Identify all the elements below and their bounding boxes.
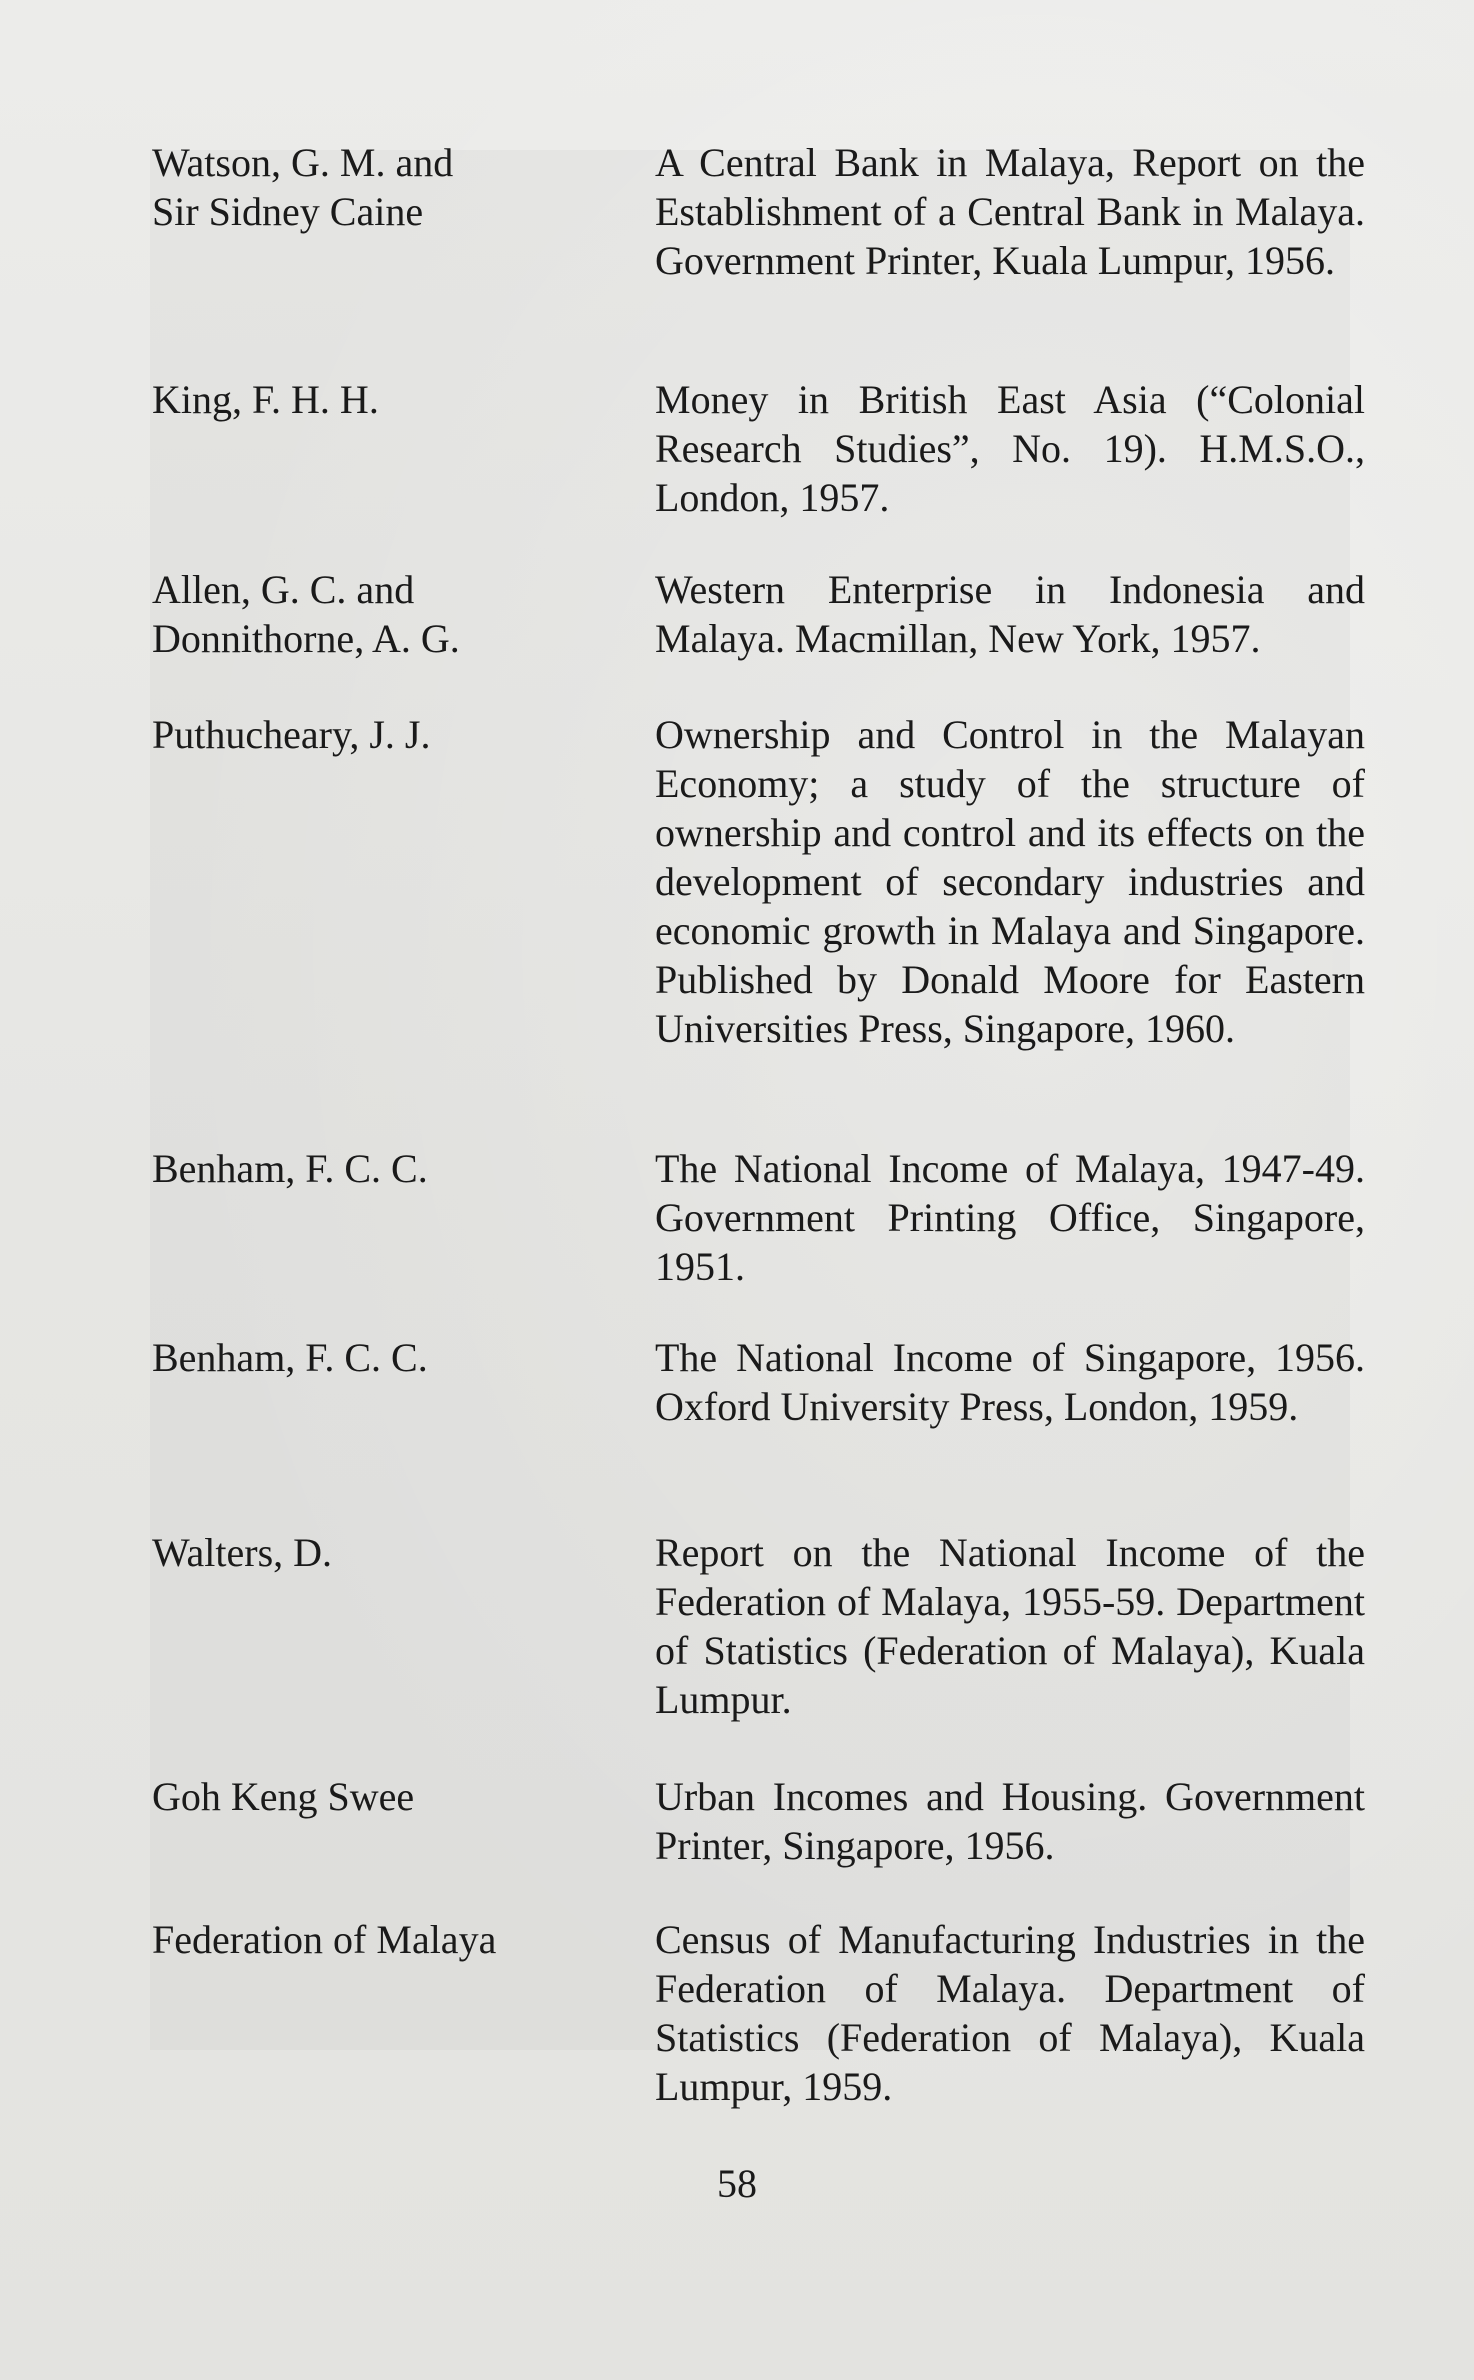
author-name: Watson, G. M. and Sir Sidney Caine xyxy=(152,140,454,234)
author-name: Goh Keng Swee xyxy=(152,1774,415,1819)
author-name: Benham, F. C. C. xyxy=(152,1146,428,1191)
publication-details: The National Income of Singapore, 1956. Oxford University Press, London, 1959. xyxy=(655,1335,1365,1429)
publication-details: Ownership and Control in the Malayan Economy; a study of the structure of ownership and control and its effects on the development of secondary industries and economic growth in Malaya and Singapore. Published by Donald Moore for Eastern Universities Press, Singapore, 1960. xyxy=(655,712,1365,1051)
publication-details: Report on the National Income of the Federation of Malaya, 1955-59. Department of Statistics (Federation of Malaya), Kuala Lumpur. xyxy=(655,1530,1365,1722)
author-name: Puthucheary, J. J. xyxy=(152,712,431,757)
publication-details: Money in British East Asia (“Colonial Research Studies”, No. 19). H.M.S.O., London, 1957. xyxy=(655,377,1365,520)
author-name: Walters, D. xyxy=(152,1530,333,1575)
author-name: King, F. H. H. xyxy=(152,377,379,422)
publication-details: A Central Bank in Malaya, Report on the Establishment of a Central Bank in Malaya. Government Printer, Kuala Lumpur, 1956. xyxy=(655,140,1365,283)
page-number: 58 xyxy=(717,2161,757,2206)
author-name: Allen, G. C. and Donnithorne, A. G. xyxy=(152,567,460,661)
publication-details: Census of Manufacturing Industries in the Federation of Malaya. Department of Statistics (Federation of Malaya), Kuala Lumpur, 1959. xyxy=(655,1917,1365,2109)
author-name: Federation of Malaya xyxy=(152,1917,497,1962)
publication-details: Western Enterprise in Indonesia and Malaya. Macmillan, New York, 1957. xyxy=(655,567,1365,661)
publication-details: Urban Incomes and Housing. Government Printer, Singapore, 1956. xyxy=(655,1774,1365,1868)
author-name: Benham, F. C. C. xyxy=(152,1335,428,1380)
publication-details: The National Income of Malaya, 1947-49. Government Printing Office, Singapore, 1951. xyxy=(655,1146,1365,1289)
